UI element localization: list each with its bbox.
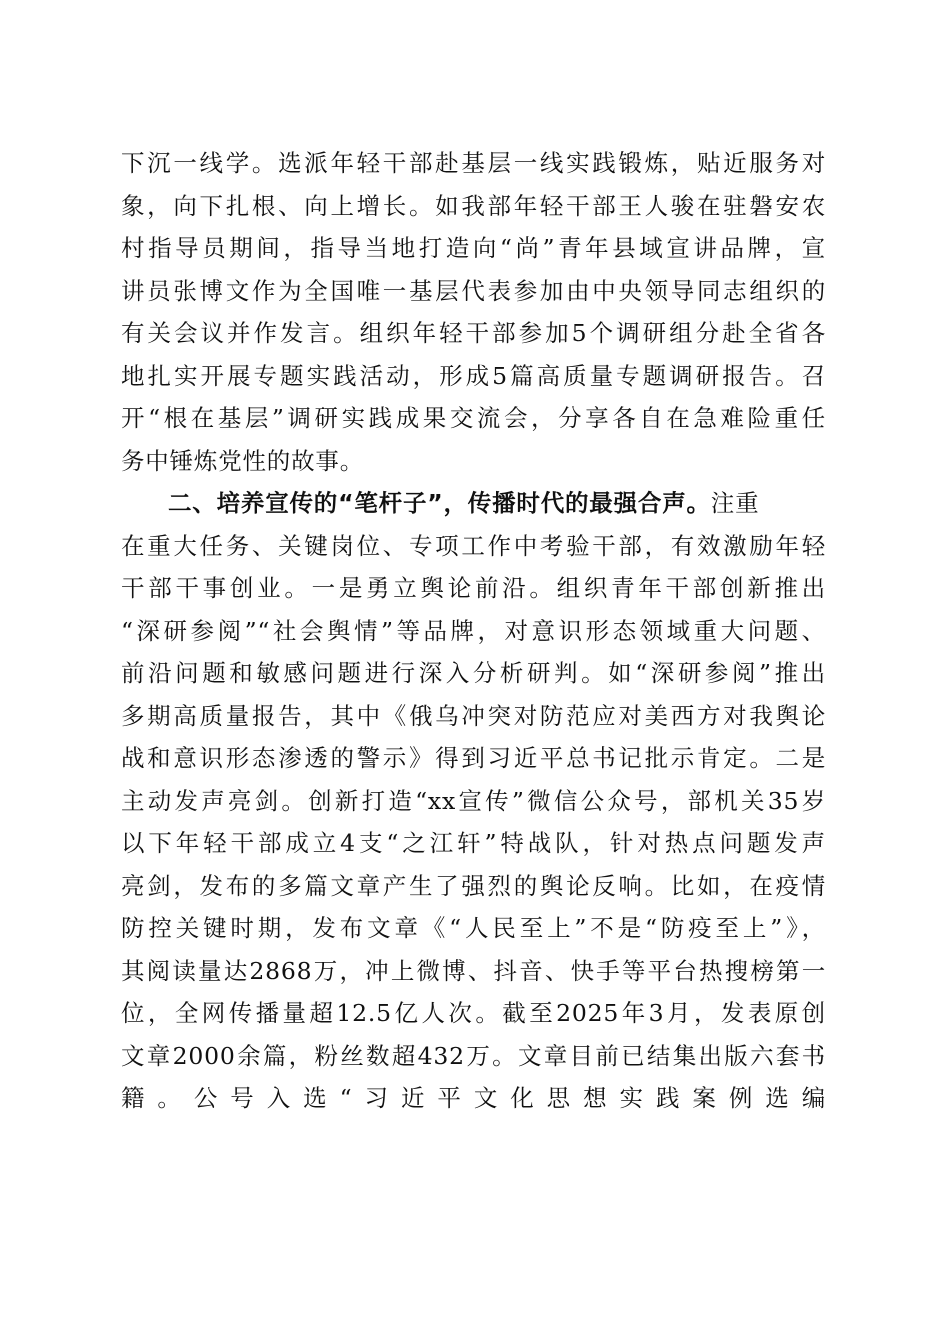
text-line: 位，全网传播量超12.5亿人次。截至2025年3月，发表原创 (121, 999, 826, 1027)
section-heading-line (121, 482, 826, 525)
text-line: 地扎实开展专题实践活动，形成5篇高质量专题调研报告。召 (121, 361, 826, 390)
text-line: 干部干事创业。一是勇立舆论前沿。组织青年干部创新推出 (121, 574, 826, 602)
text-line: 务中锤炼党性的故事。 (121, 446, 364, 475)
paragraph-2 (121, 482, 826, 1120)
text-line: “深研参阅”“社会舆情”等品牌，对意识形态领域重大问题、 (121, 616, 826, 645)
text-line: 主动发声亮剑。创新打造“xx宣传”微信公众号，部机关35岁 (121, 786, 826, 815)
text-line: 讲员张博文作为全国唯一基层代表参加由中央领导同志组织的 (121, 276, 826, 305)
text-line: 村指导员期间，指导当地打造向“尚”青年县域宣讲品牌，宣 (121, 234, 826, 262)
text-line: 其阅读量达2868万，冲上微博、抖音、快手等平台热搜榜第一 (121, 956, 826, 985)
text-line: 防控关键时期，发布文章《“人民至上”不是“防疫至上”》， (121, 914, 826, 942)
text-line: 下沉一线学。选派年轻干部赴基层一线实践锻炼，贴近服务对 (121, 149, 826, 177)
section-heading: 二、培养宣传的“笔杆子”，传播时代的最强合声。 (168, 489, 711, 517)
text-line: 有关会议并作发言。组织年轻干部参加5个调研组分赴全省各 (121, 319, 826, 347)
text-line: 前沿问题和敏感问题进行深入分析研判。如“深研参阅”推出 (121, 659, 826, 687)
body-text (121, 142, 826, 1120)
text-line: 籍。公号入选“习近平文化思想实践案例选编 (121, 1084, 826, 1112)
text-line: 文章2000余篇，粉丝数超432万。文章目前已结集出版六套书 (121, 1041, 826, 1070)
text-line: 亮剑，发布的多篇文章产生了强烈的舆论反响。比如，在疫情 (121, 871, 826, 900)
text-line: 开“根在基层”调研实践成果交流会，分享各自在急难险重任 (121, 404, 826, 432)
text-line: 以下年轻干部成立4支“之江轩”特战队，针对热点问题发声 (121, 829, 826, 857)
paragraph-1 (121, 142, 826, 482)
section-heading-continuation: 注重 (710, 489, 760, 517)
text-line: 在重大任务、关键岗位、专项工作中考验干部，有效激励年轻 (121, 531, 826, 560)
text-line: 战和意识形态渗透的警示》得到习近平总书记批示肯定。二是 (121, 744, 826, 772)
text-line: 象，向下扎根、向上增长。如我部年轻干部王人骏在驻磐安农 (121, 191, 826, 220)
text-line: 多期高质量报告，其中《俄乌冲突对防范应对美西方对我舆论 (121, 701, 826, 730)
